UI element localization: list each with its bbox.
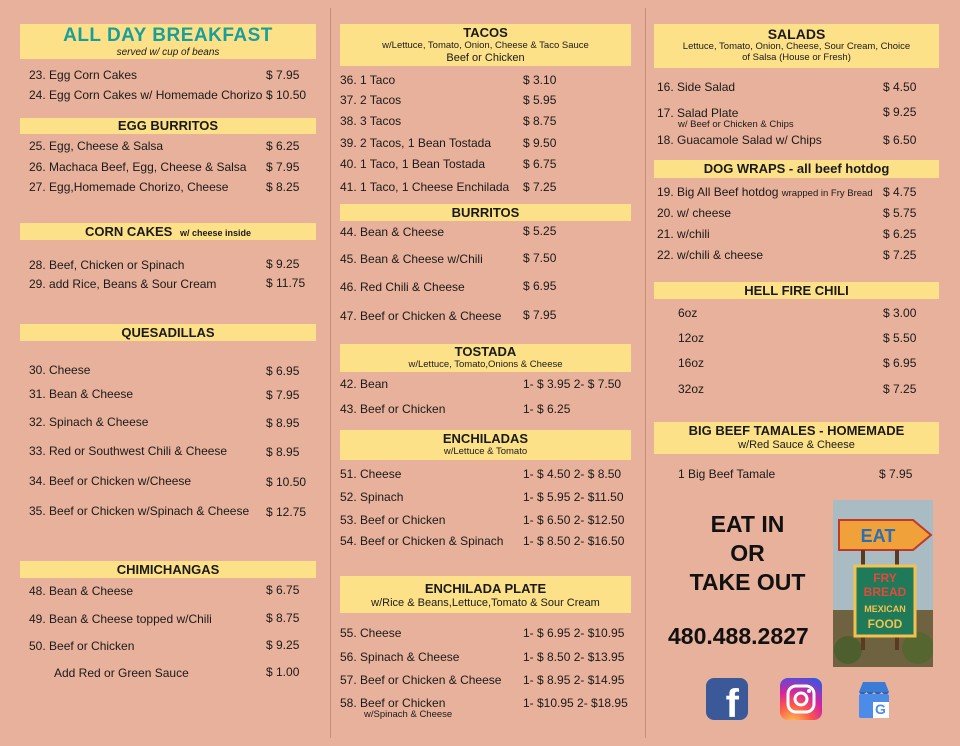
menu-item-28: 28. Beef, Chicken or Spinach bbox=[29, 258, 185, 272]
menu-price-21: $ 6.25 bbox=[883, 227, 917, 241]
menu-price-add-sauce: $ 1.00 bbox=[266, 665, 300, 679]
menu-item-33: 33. Red or Southwest Chili & Cheese bbox=[29, 444, 228, 458]
google-business-glyph bbox=[853, 678, 895, 720]
salads-subtitle: Lettuce, Tomato, Onion, Cheese, Sour Cream, Choice bbox=[682, 41, 911, 53]
menu-item-25: 25. Egg, Cheese & Salsa bbox=[29, 139, 164, 153]
tostada-subtitle: w/Lettuce, Tomato,Onions & Cheese bbox=[408, 358, 563, 370]
salads-banner bbox=[654, 24, 939, 68]
chimichangas-banner bbox=[20, 561, 316, 578]
tacos-subtitle: w/Lettuce, Tomato, Onion, Cheese & Taco Sauce bbox=[382, 39, 589, 51]
breakfast-banner bbox=[20, 24, 316, 59]
dog-wraps-title: DOG WRAPS - all beef hotdog bbox=[703, 161, 890, 176]
menu-price-18: $ 6.50 bbox=[883, 133, 917, 147]
facebook-icon[interactable] bbox=[706, 678, 748, 726]
menu-item-39: 39. 2 Tacos, 1 Bean Tostada bbox=[340, 136, 492, 150]
menu-price-41: $ 7.25 bbox=[523, 180, 557, 194]
menu-price-27: $ 8.25 bbox=[266, 180, 300, 194]
menu-item-58 bbox=[340, 696, 452, 720]
menu-item-51: 51. Cheese bbox=[340, 467, 402, 481]
tamales-subtitle: w/Red Sauce & Cheese bbox=[738, 438, 855, 451]
google-my-business-icon[interactable] bbox=[853, 678, 895, 720]
menu-price-35: $ 12.75 bbox=[266, 505, 307, 519]
egg-burritos-title: EGG BURRITOS bbox=[117, 118, 219, 133]
tacos-title: TACOS bbox=[463, 25, 508, 40]
menu-item-19-name: 19. Big All Beef hotdog bbox=[657, 185, 779, 199]
breakfast-title: ALL DAY BREAKFAST bbox=[63, 25, 273, 46]
menu-item-19 bbox=[657, 185, 873, 199]
menu-price-38: $ 8.75 bbox=[523, 114, 557, 128]
menu-item-38: 38. 3 Tacos bbox=[340, 114, 402, 128]
instagram-icon[interactable] bbox=[780, 678, 822, 720]
menu-price-28: $ 9.25 bbox=[266, 257, 300, 271]
menu-price-30: $ 6.95 bbox=[266, 364, 300, 378]
menu-item-58-sub: w/Spinach & Cheese bbox=[364, 709, 453, 720]
menu-price-52: 1- $ 5.95 2- $11.50 bbox=[523, 490, 624, 504]
enchiladas-banner bbox=[340, 430, 631, 460]
menu-item-34: 34. Beef or Chicken w/Cheese bbox=[29, 474, 192, 488]
menu-item-23: 23. Egg Corn Cakes bbox=[29, 68, 138, 82]
tostada-banner bbox=[340, 344, 631, 372]
menu-item-36: 36. 1 Taco bbox=[340, 73, 396, 87]
menu-item-43: 43. Beef or Chicken bbox=[340, 402, 446, 416]
menu-price-19: $ 4.75 bbox=[883, 185, 917, 199]
menu-item-37: 37. 2 Tacos bbox=[340, 93, 402, 107]
menu-item-17 bbox=[657, 106, 794, 130]
menu-price-49: $ 8.75 bbox=[266, 611, 300, 625]
menu-item-18: 18. Guacamole Salad w/ Chips bbox=[657, 133, 822, 147]
enchilada-plate-title: ENCHILADA PLATE bbox=[424, 581, 547, 596]
menu-item-58-name: 58. Beef or Chicken bbox=[340, 696, 446, 710]
salads-title: SALADS bbox=[767, 26, 826, 42]
tacos-subtitle-2: Beef or Chicken bbox=[446, 51, 525, 64]
menu-item-56: 56. Spinach & Cheese bbox=[340, 650, 460, 664]
quesadillas-banner bbox=[20, 324, 316, 341]
menu-item-16oz: 16oz bbox=[678, 356, 705, 370]
corn-cakes-note: w/ cheese inside bbox=[179, 228, 252, 238]
menu-price-26: $ 7.95 bbox=[266, 160, 300, 174]
menu-item-53: 53. Beef or Chicken bbox=[340, 513, 446, 527]
breakfast-subtitle: served w/ cup of beans bbox=[116, 46, 220, 58]
restaurant-sign-photo bbox=[833, 500, 933, 667]
menu-item-30: 30. Cheese bbox=[29, 363, 91, 377]
sign-mexican-text: MEXICAN bbox=[864, 604, 906, 614]
menu-price-32: $ 8.95 bbox=[266, 416, 300, 430]
menu-column-middle bbox=[330, 0, 645, 746]
menu-price-47: $ 7.95 bbox=[523, 308, 557, 322]
menu-item-21: 21. w/chili bbox=[657, 227, 710, 241]
sign-bread-text: BREAD bbox=[863, 585, 907, 599]
menu-item-16: 16. Side Salad bbox=[657, 80, 736, 94]
phone-number[interactable]: 480.488.2827 bbox=[668, 623, 809, 649]
menu-item-17-name: 17. Salad Plate bbox=[657, 106, 739, 120]
menu-price-55: 1- $ 6.95 2- $10.95 bbox=[523, 626, 625, 640]
egg-burritos-banner bbox=[20, 118, 316, 134]
menu-item-12oz: 12oz bbox=[678, 331, 705, 345]
menu-column-left bbox=[0, 0, 330, 746]
menu-price-53: 1- $ 6.50 2- $12.50 bbox=[523, 513, 625, 527]
menu-price-24: $ 10.50 bbox=[266, 88, 307, 102]
menu-item-35: 35. Beef or Chicken w/Spinach & Cheese bbox=[29, 504, 250, 518]
menu-item-57: 57. Beef or Chicken & Cheese bbox=[340, 673, 502, 687]
menu-item-6oz: 6oz bbox=[678, 306, 698, 320]
menu-item-50: 50. Beef or Chicken bbox=[29, 639, 135, 653]
menu-item-32: 32. Spinach & Cheese bbox=[29, 415, 149, 429]
enchilada-plate-subtitle: w/Rice & Beans,Lettuce,Tomato & Sour Cream bbox=[371, 596, 600, 609]
sign-eat-text: EAT bbox=[860, 526, 896, 546]
menu-item-49: 49. Bean & Cheese topped w/Chili bbox=[29, 612, 212, 626]
menu-price-31: $ 7.95 bbox=[266, 388, 300, 402]
sign-illustration bbox=[833, 500, 933, 667]
menu-price-58: 1- $10.95 2- $18.95 bbox=[523, 696, 628, 710]
menu-price-16: $ 4.50 bbox=[883, 80, 917, 94]
dog-wraps-banner bbox=[654, 160, 939, 178]
menu-price-56: 1- $ 8.50 2- $13.95 bbox=[523, 650, 625, 664]
menu-item-20: 20. w/ cheese bbox=[657, 206, 732, 220]
menu-item-44: 44. Bean & Cheese bbox=[340, 225, 445, 239]
corn-cakes-banner bbox=[20, 223, 316, 240]
menu-price-44: $ 5.25 bbox=[523, 224, 557, 238]
instagram-glyph bbox=[780, 678, 822, 720]
menu-item-47: 47. Beef or Chicken & Cheese bbox=[340, 309, 502, 323]
salads-subtitle-2: of Salsa (House or Fresh) bbox=[742, 52, 851, 64]
menu-price-40: $ 6.75 bbox=[523, 157, 557, 171]
menu-price-33: $ 8.95 bbox=[266, 445, 300, 459]
menu-item-48: 48. Bean & Cheese bbox=[29, 584, 134, 598]
or-text: OR bbox=[730, 540, 765, 566]
menu-price-23: $ 7.95 bbox=[266, 68, 300, 82]
menu-price-45: $ 7.50 bbox=[523, 251, 557, 265]
google-glyph: G bbox=[875, 701, 886, 717]
quesadillas-title: QUESADILLAS bbox=[121, 325, 215, 340]
enchiladas-title: ENCHILADAS bbox=[442, 431, 529, 446]
menu-item-41: 41. 1 Taco, 1 Cheese Enchilada bbox=[340, 180, 510, 194]
chimichangas-title: CHIMICHANGAS bbox=[116, 562, 220, 577]
menu-price-34: $ 10.50 bbox=[266, 475, 307, 489]
menu-item-54: 54. Beef or Chicken & Spinach bbox=[340, 534, 504, 548]
tostada-title: TOSTADA bbox=[454, 344, 517, 359]
menu-item-tamale: 1 Big Beef Tamale bbox=[678, 467, 776, 481]
menu-item-26: 26. Machaca Beef, Egg, Cheese & Salsa bbox=[29, 160, 247, 174]
sign-fry-text: FRY bbox=[873, 571, 897, 585]
menu-item-42: 42. Bean bbox=[340, 377, 389, 391]
menu-price-36: $ 3.10 bbox=[523, 73, 557, 87]
menu-item-24: 24. Egg Corn Cakes w/ Homemade Chorizo bbox=[29, 88, 263, 102]
tamales-title: BIG BEEF TAMALES - HOMEMADE bbox=[688, 423, 905, 438]
menu-price-39: $ 9.50 bbox=[523, 136, 557, 150]
menu-item-45: 45. Bean & Cheese w/Chili bbox=[340, 252, 483, 266]
tamales-banner bbox=[654, 422, 939, 454]
burritos-title: BURRITOS bbox=[451, 205, 520, 220]
menu-item-55: 55. Cheese bbox=[340, 626, 402, 640]
menu-price-48: $ 6.75 bbox=[266, 583, 300, 597]
menu-price-16oz: $ 6.95 bbox=[883, 356, 917, 370]
sign-food-text: FOOD bbox=[867, 617, 903, 631]
eat-in-text: EAT IN bbox=[710, 511, 785, 537]
menu-price-tamale: $ 7.95 bbox=[879, 467, 913, 481]
menu-price-46: $ 6.95 bbox=[523, 279, 557, 293]
eat-in-take-out bbox=[655, 510, 840, 597]
menu-item-32oz: 32oz bbox=[678, 382, 705, 396]
menu-price-57: 1- $ 8.95 2- $14.95 bbox=[523, 673, 625, 687]
menu-item-29: 29. add Rice, Beans & Sour Cream bbox=[29, 277, 217, 291]
menu-price-12oz: $ 5.50 bbox=[883, 331, 917, 345]
menu-price-42: 1- $ 3.95 2- $ 7.50 bbox=[523, 377, 622, 391]
menu-price-54: 1- $ 8.50 2- $16.50 bbox=[523, 534, 625, 548]
menu-price-43: 1- $ 6.25 bbox=[523, 402, 571, 416]
menu-item-31: 31. Bean & Cheese bbox=[29, 387, 134, 401]
menu-price-17: $ 9.25 bbox=[883, 105, 917, 119]
burritos-banner bbox=[340, 204, 631, 221]
enchilada-plate-banner bbox=[340, 576, 631, 613]
menu-price-29: $ 11.75 bbox=[266, 276, 306, 290]
facebook-glyph: f bbox=[725, 682, 739, 726]
menu-item-19-note: wrapped in Fry Bread bbox=[781, 188, 873, 199]
menu-item-52: 52. Spinach bbox=[340, 490, 404, 504]
menu-price-32oz: $ 7.25 bbox=[883, 382, 917, 396]
menu-item-40: 40. 1 Taco, 1 Bean Tostada bbox=[340, 157, 486, 171]
menu-price-25: $ 6.25 bbox=[266, 139, 300, 153]
menu-item-17-sub: w/ Beef or Chicken & Chips bbox=[678, 119, 794, 130]
tacos-banner bbox=[340, 24, 631, 66]
menu-item-add-sauce: Add Red or Green Sauce bbox=[54, 666, 189, 680]
hell-fire-chili-banner bbox=[654, 282, 939, 299]
hell-fire-chili-title: HELL FIRE CHILI bbox=[744, 283, 849, 298]
menu-item-27: 27. Egg,Homemade Chorizo, Cheese bbox=[29, 180, 229, 194]
corn-cakes-title: CORN CAKES bbox=[84, 224, 173, 239]
menu-item-22: 22. w/chili & cheese bbox=[657, 248, 764, 262]
menu-item-46: 46. Red Chili & Cheese bbox=[340, 280, 465, 294]
menu-price-51: 1- $ 4.50 2- $ 8.50 bbox=[523, 467, 622, 481]
enchiladas-subtitle: w/Lettuce & Tomato bbox=[443, 445, 528, 457]
take-out-text: TAKE OUT bbox=[689, 569, 806, 595]
menu-price-20: $ 5.75 bbox=[883, 206, 917, 220]
menu-price-22: $ 7.25 bbox=[883, 248, 917, 262]
menu-price-37: $ 5.95 bbox=[523, 93, 557, 107]
menu-price-6oz: $ 3.00 bbox=[883, 306, 917, 320]
menu-price-50: $ 9.25 bbox=[266, 638, 300, 652]
